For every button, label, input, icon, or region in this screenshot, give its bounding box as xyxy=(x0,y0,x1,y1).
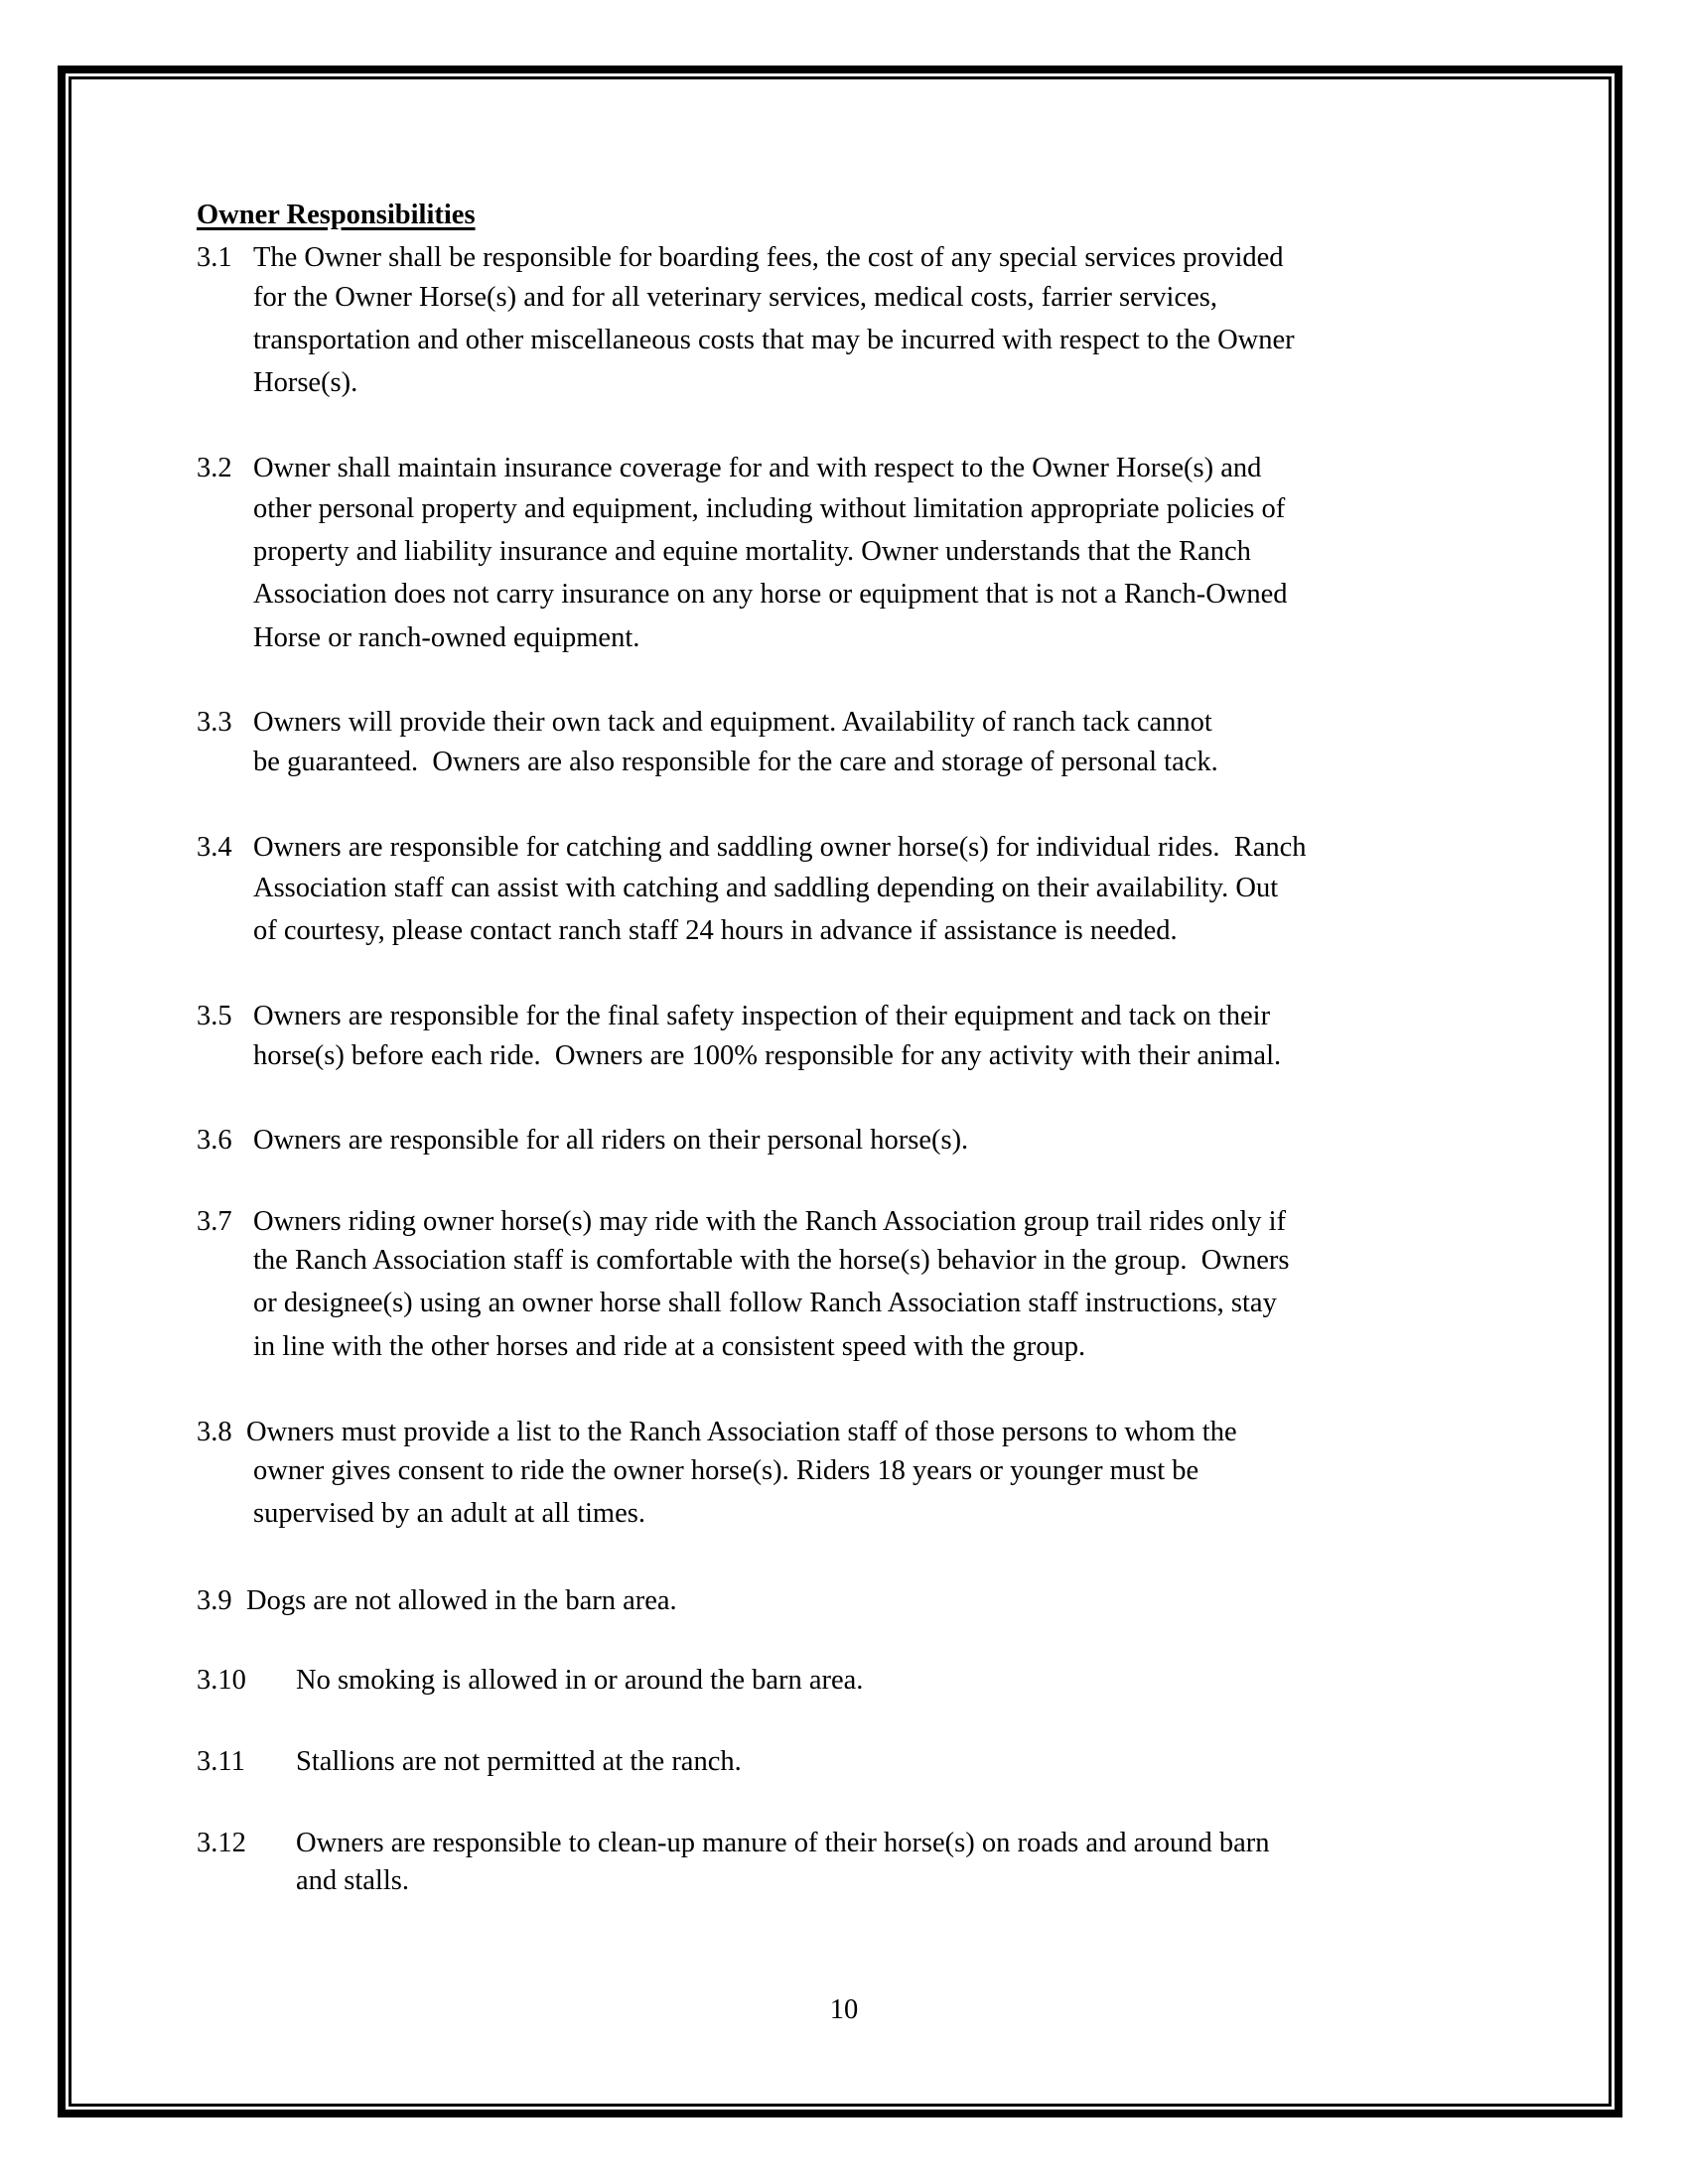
section-line: owner gives consent to ride the owner horse(s). Riders 18 years or younger must be xyxy=(253,1455,1199,1486)
section-line: or designee(s) using an owner horse shall follow Ranch Association staff instructions, stay xyxy=(253,1288,1277,1318)
section-line: the Ranch Association staff is comfortable with the horse(s) behavior in the group. Owners xyxy=(253,1245,1290,1276)
section-number: 3.12 xyxy=(197,1828,246,1858)
section-line: Dogs are not allowed in the barn area. xyxy=(246,1585,677,1616)
section-line: Owners will provide their own tack and equipment. Availability of ranch tack cannot xyxy=(253,707,1212,738)
section-number: 3.11 xyxy=(197,1746,245,1777)
section-number: 3.1 xyxy=(197,242,232,273)
section-number: 3.9 xyxy=(197,1585,232,1616)
section-line: transportation and other miscellaneous costs that may be incurred with respect to the Owner xyxy=(253,325,1295,355)
section-line: property and liability insurance and equine mortality. Owner understands that the Ranch xyxy=(253,536,1251,567)
section-number: 3.7 xyxy=(197,1206,232,1237)
section-line: in line with the other horses and ride at a consistent speed with the group. xyxy=(253,1331,1086,1362)
section-number: 3.10 xyxy=(197,1665,246,1696)
section-line: Owner shall maintain insurance coverage for and with respect to the Owner Horse(s) and xyxy=(253,453,1262,483)
section-number: 3.2 xyxy=(197,453,232,483)
section-line: for the Owner Horse(s) and for all veterinary services, medical costs, farrier services, xyxy=(253,282,1217,313)
section-line: Horse(s). xyxy=(253,367,358,398)
section-line: other personal property and equipment, including without limitation appropriate policies of xyxy=(253,493,1286,524)
section-line: Owners are responsible to clean-up manure of their horse(s) on roads and around barn xyxy=(296,1828,1270,1858)
section-number: 3.8 xyxy=(197,1417,232,1447)
section-line: horse(s) before each ride. Owners are 100% responsible for any activity with their animal. xyxy=(253,1040,1282,1071)
section-line: Association staff can assist with catching and saddling depending on their availability. Out xyxy=(253,873,1279,903)
section-number: 3.6 xyxy=(197,1125,232,1156)
section-heading: Owner Responsibilities xyxy=(197,200,476,230)
section-line: supervised by an adult at all times. xyxy=(253,1498,645,1529)
section-line: Owners are responsible for all riders on their personal horse(s). xyxy=(253,1125,969,1156)
page-number: 10 xyxy=(829,1994,859,2025)
section-line: of courtesy, please contact ranch staff 24 hours in advance if assistance is needed. xyxy=(253,915,1178,946)
section-line: The Owner shall be responsible for boarding fees, the cost of any special services provided xyxy=(253,242,1284,273)
section-line: and stalls. xyxy=(296,1865,409,1896)
section-line: Stallions are not permitted at the ranch. xyxy=(296,1746,742,1777)
section-number: 3.4 xyxy=(197,832,232,863)
section-line: Horse or ranch-owned equipment. xyxy=(253,622,640,653)
section-line: Owners riding owner horse(s) may ride with the Ranch Association group trail rides only if xyxy=(253,1206,1287,1237)
section-line: Owners are responsible for catching and saddling owner horse(s) for individual rides. Ranch xyxy=(253,832,1307,863)
section-line: No smoking is allowed in or around the barn area. xyxy=(296,1665,864,1696)
section-line: Owners must provide a list to the Ranch Association staff of those persons to whom the xyxy=(246,1417,1237,1447)
section-number: 3.3 xyxy=(197,707,232,738)
section-line: be guaranteed. Owners are also responsible for the care and storage of personal tack. xyxy=(253,747,1218,777)
section-number: 3.5 xyxy=(197,1001,232,1031)
section-line: Owners are responsible for the final safety inspection of their equipment and tack on their xyxy=(253,1001,1271,1031)
section-line: Association does not carry insurance on any horse or equipment that is not a Ranch-Owned xyxy=(253,579,1288,610)
